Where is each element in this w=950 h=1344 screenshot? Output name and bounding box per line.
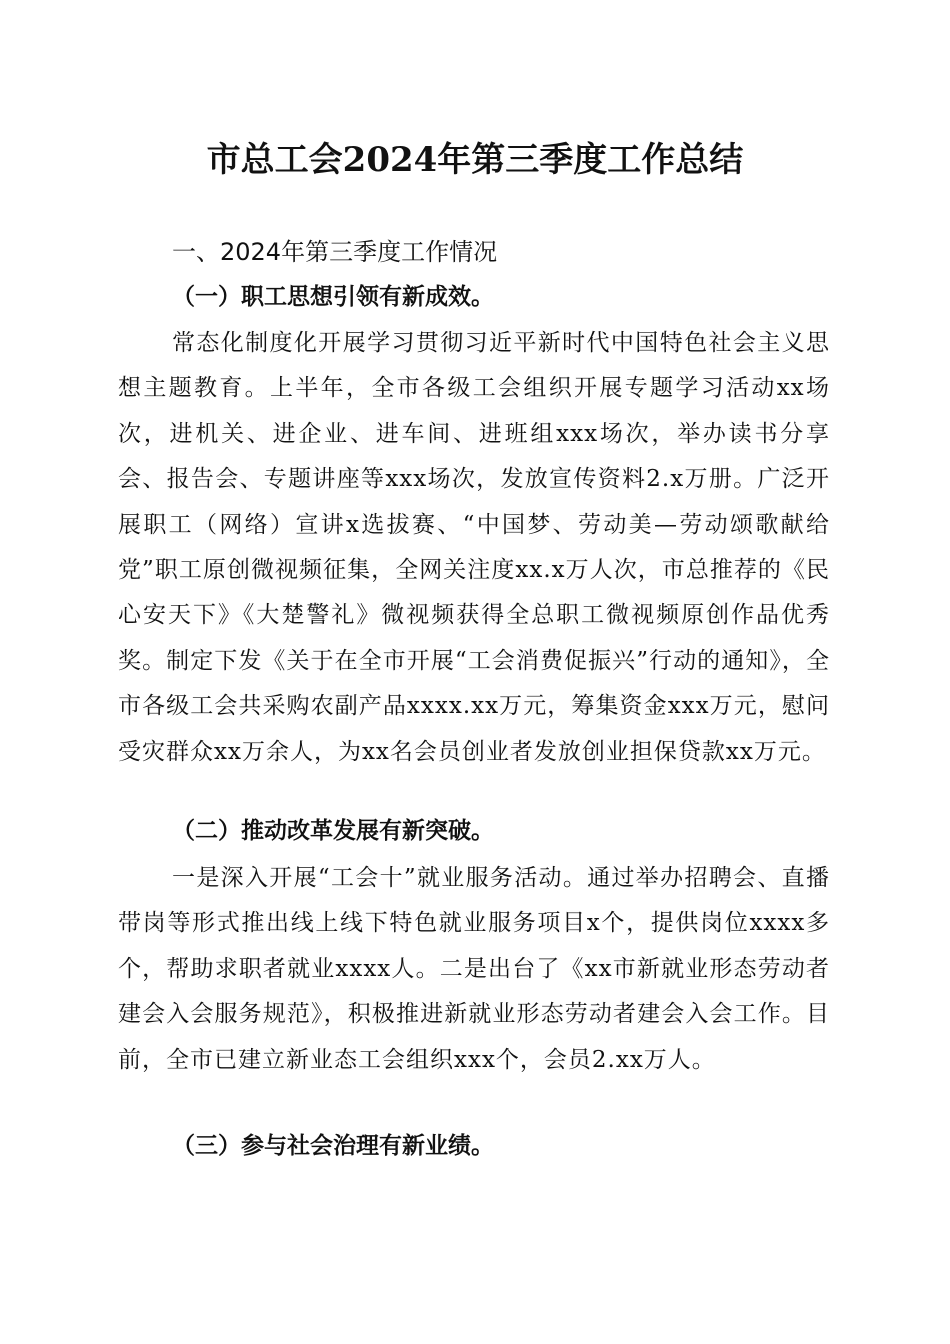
- paragraph-1: 常态化制度化开展学习贯彻习近平新时代中国特色社会主义思想主题教育。上半年，全市各级工会组织开展专题学习活动xx场次，进机关、进企业、进车间、进班组xxx场次，举办读书分享会、报告会、专题讲座等xxx场次，发放宣传资料2.x万册。广泛开展职工（网络）宣讲x选拔赛、“中国梦、劳动美—劳动颂歌献给党”职工原创微视频征集，全网关注度xx.x万人次，市总推荐的《民心安天下》《大楚警礼》微视频获得全总职工微视频原创作品优秀奖。制定下发《关于在全市开展“工会消费促振兴”行动的通知》，全市各级工会共采购农副产品xxxx.xx万元，筹集资金xxx万元，慰问受灾群众xx万余人，为xx名会员创业者发放创业担保贷款xx万元。: [118, 330, 830, 765]
- subsection-heading-1: （一）职工思想引领有新成效。: [172, 283, 494, 310]
- subsection-heading-2: （二）推动改革发展有新突破。: [172, 817, 494, 844]
- paragraph-2: 一是深入开展“工会十”就业服务活动。通过举办招聘会、直播带岗等形式推出线上线下特色就业服务项目x个，提供岗位xxxx多个，帮助求职者就业xxxx人。二是出台了《xx市新就业形态劳动者建会入会服务规范》，积极推进新就业形态劳动者建会入会工作。目前，全市已建立新业态工会组织xxx个，会员2.xx万人。: [118, 865, 830, 1073]
- subsection-heading-3: （三）参与社会治理有新业绩。: [172, 1132, 494, 1159]
- section-heading-1: 一、2024年第三季度工作情况: [172, 238, 498, 266]
- document-title: 市总工会2024年第三季度工作总结: [206, 140, 744, 180]
